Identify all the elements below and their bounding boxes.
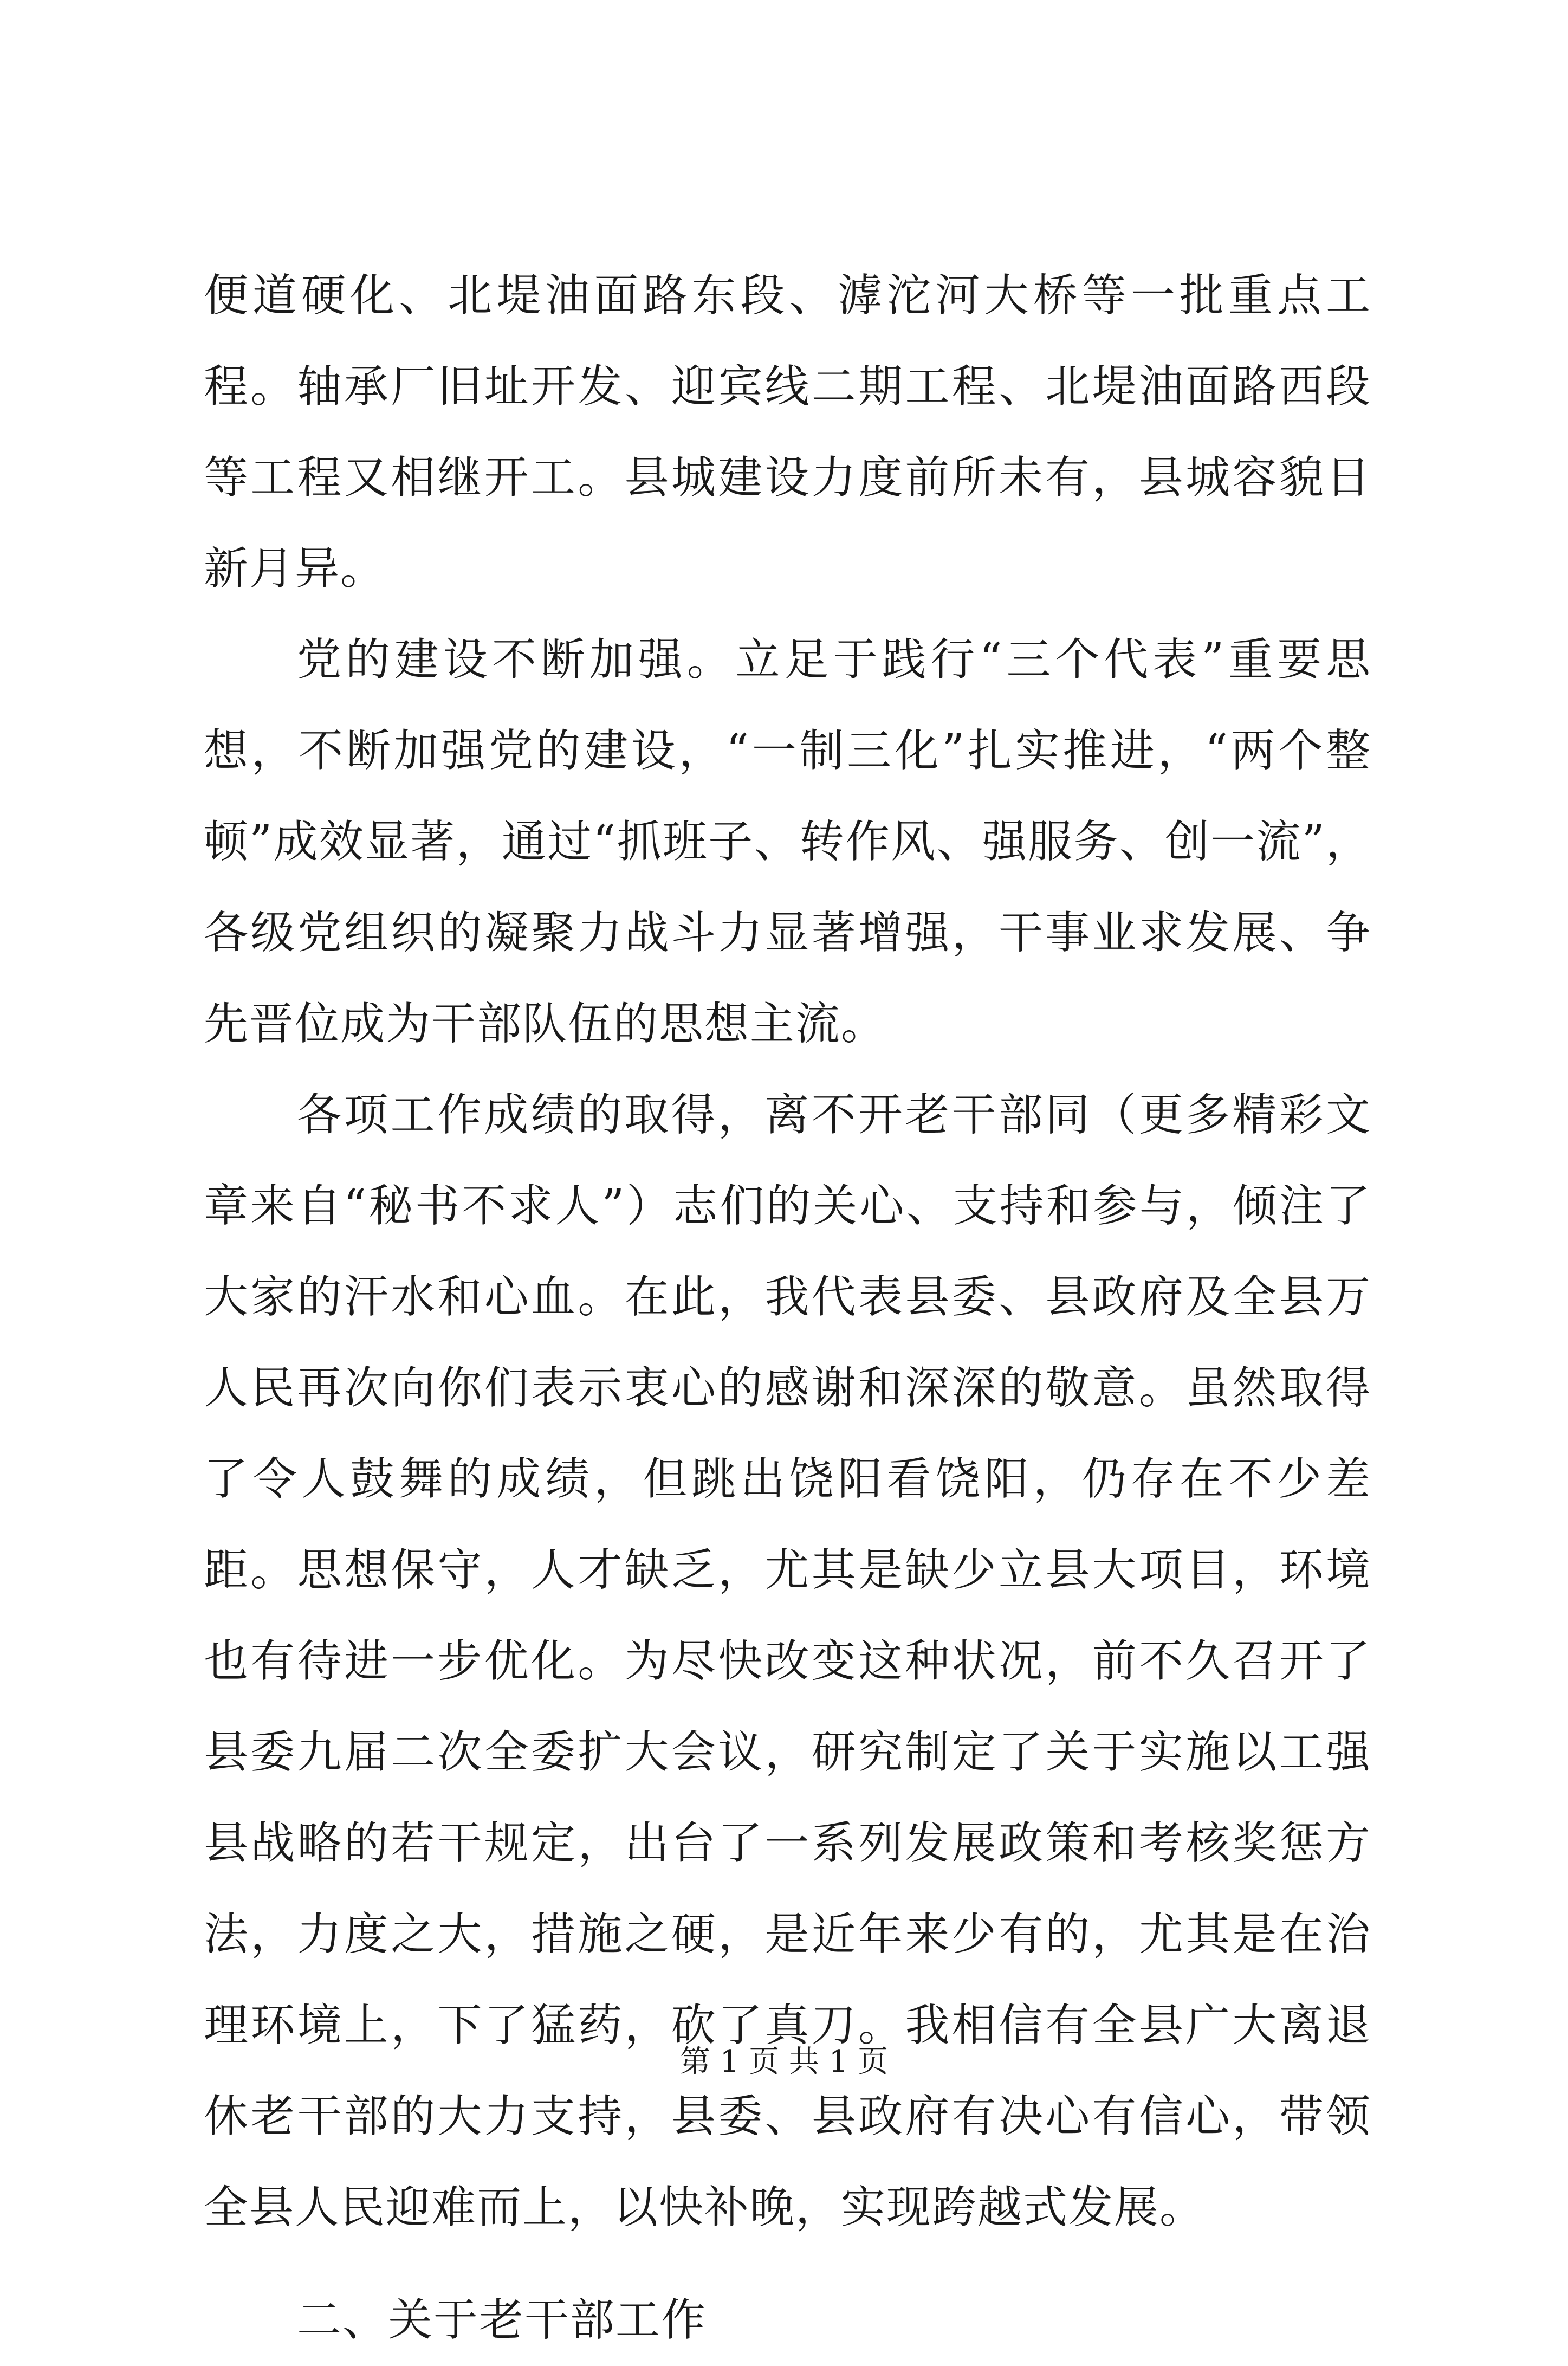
paragraph-achievements: 各项工作成绩的取得，离不开老干部同（更多精彩文章来自“秘书不求人”）志们的关心、支持和参与，倾注了大家的汗水和心血。在此，我代表县委、县政府及全县万人民再次向你们表示衷心的感谢和深深的敬意。虽然取得了令人鼓舞的成绩，但跳出饶阳看饶阳，仍存在不少差距。思想保守，人才缺乏，尤其是缺少立县大项目，环境也有待进一步优化。为尽快改变这种状况，前不久召开了县委九届二次全委扩大会议，研究制定了关于实施以工强县战略的若干规定，出台了一系列发展政策和考核奖惩方法，力度之大，措施之硬，是近年来少有的，尤其是在治理环境上，下了猛药，砍了真刀。我相信有全县广大离退休老干部的大力支持，县委、县政府有决心有信心，带领全县人民迎难而上，以快补晚，实现跨越式发展。 [204, 1089, 1371, 2233]
section-heading: 二、关于老干部工作 [297, 2294, 707, 2346]
paragraph-continued: 便道硬化、北堤油面路东段、滹沱河大桥等一批重点工程。轴承厂旧址开发、迎宾线二期工程、北堤油面路西段等工程又相继开工。县城建设力度前所未有，县城容貌日新月异。 [204, 270, 1371, 594]
page-number-footer: 第 1 页 共 1 页 [679, 2044, 889, 2079]
paragraph-party-building: 党的建设不断加强。立足于践行“三个代表”重要思想，不断加强党的建设，“一制三化”扎实推进，“两个整顿”成效显著，通过“抓班子、转作风、强服务、创一流”，各级党组织的凝聚力战斗力显著增强，干事业求发展、争先晋位成为干部队伍的思想主流。 [204, 634, 1371, 1050]
